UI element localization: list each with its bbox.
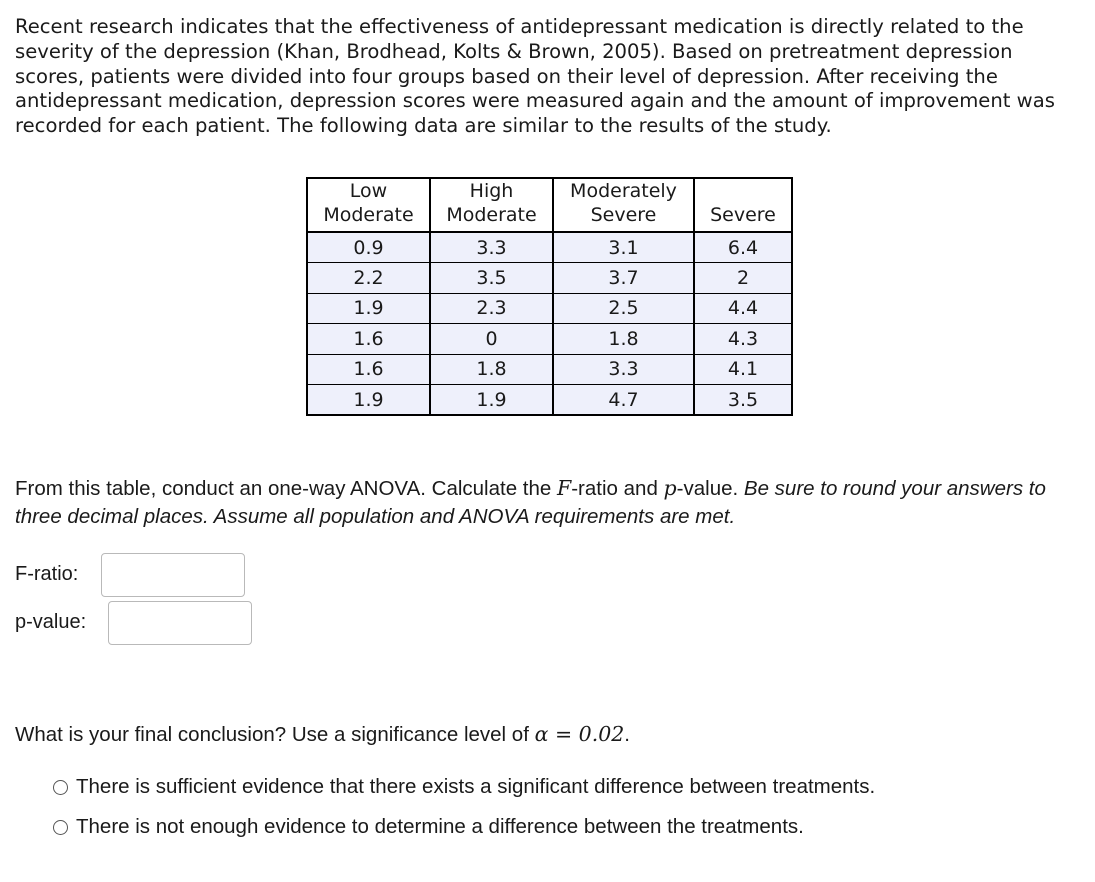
header-moderately-severe: Moderately Severe	[553, 178, 694, 232]
radio-button[interactable]	[53, 780, 68, 795]
p-value-label: p-value:	[15, 611, 87, 633]
table-cell: 3.5	[430, 263, 553, 293]
f-ratio-label: F-ratio:	[15, 563, 79, 585]
table-body	[307, 232, 792, 415]
table-cell: 2.3	[430, 293, 553, 323]
alpha-expression: α = 0.02	[534, 722, 625, 746]
option-not-enough-evidence[interactable]: There is not enough evidence to determine a difference between the treatments.	[53, 815, 804, 839]
table-cell: 4.1	[694, 354, 792, 384]
table-cell: 3.3	[430, 232, 553, 263]
table-cell: 0.9	[307, 232, 430, 263]
table-cell: 2.5	[553, 293, 694, 323]
data-table-container	[306, 177, 793, 416]
table-row	[307, 293, 792, 323]
table-header-row	[307, 178, 792, 232]
table-cell: 4.4	[694, 293, 792, 323]
table-row	[307, 384, 792, 415]
table-row	[307, 354, 792, 384]
table-cell: 1.6	[307, 324, 430, 354]
table-cell: 1.8	[430, 354, 553, 384]
table-cell: 1.9	[307, 293, 430, 323]
table-row	[307, 324, 792, 354]
table-cell: 3.1	[553, 232, 694, 263]
f-ratio-input[interactable]	[101, 553, 245, 597]
table-cell: 3.3	[553, 354, 694, 384]
header-severe: Severe	[694, 178, 792, 232]
p-symbol: p	[663, 476, 677, 500]
instructions: From this table, conduct an one-way ANOVA. Calculate the F-ratio and p-value. Be sure to round your answers to three decimal places. Assume all population and ANOVA requirements are met.	[15, 476, 1046, 528]
f-symbol: F	[557, 476, 572, 500]
header-high-moderate: High Moderate	[430, 178, 553, 232]
table-cell: 1.9	[307, 384, 430, 415]
problem-intro: Recent research indicates that the effectiveness of antidepressant medication is directly related to the severity of the depression (Khan, Brodhead, Kolts & Brown, 2005). Based on pretreatment depression scores, patients were divided into four groups based on their level of depression. After receiving the antidepressant medication, depression scores were measured again and the amount of improvement was recorded for each patient. The following data are similar to the results of the study.	[15, 15, 1055, 138]
p-value-input[interactable]	[108, 601, 252, 645]
table-cell: 0	[430, 324, 553, 354]
data-table	[306, 177, 793, 416]
radio-button[interactable]	[53, 820, 68, 835]
option-sufficient-evidence[interactable]: There is sufficient evidence that there exists a significant difference between treatments.	[53, 775, 875, 799]
table-cell: 4.3	[694, 324, 792, 354]
table-cell: 1.6	[307, 354, 430, 384]
table-cell: 6.4	[694, 232, 792, 263]
table-row	[307, 232, 792, 263]
table-cell: 3.5	[694, 384, 792, 415]
instructions-emphasis: Be sure to round your answers to three decimal places. Assume all population and ANOVA requirements are met.	[15, 477, 1046, 528]
table-cell: 2	[694, 263, 792, 293]
conclusion-question: What is your final conclusion? Use a significance level of α = 0.02.	[15, 722, 630, 746]
table-cell: 3.7	[553, 263, 694, 293]
table-cell: 4.7	[553, 384, 694, 415]
table-cell: 1.9	[430, 384, 553, 415]
header-low-moderate: Low Moderate	[307, 178, 430, 232]
table-cell: 1.8	[553, 324, 694, 354]
table-row	[307, 263, 792, 293]
table-cell: 2.2	[307, 263, 430, 293]
